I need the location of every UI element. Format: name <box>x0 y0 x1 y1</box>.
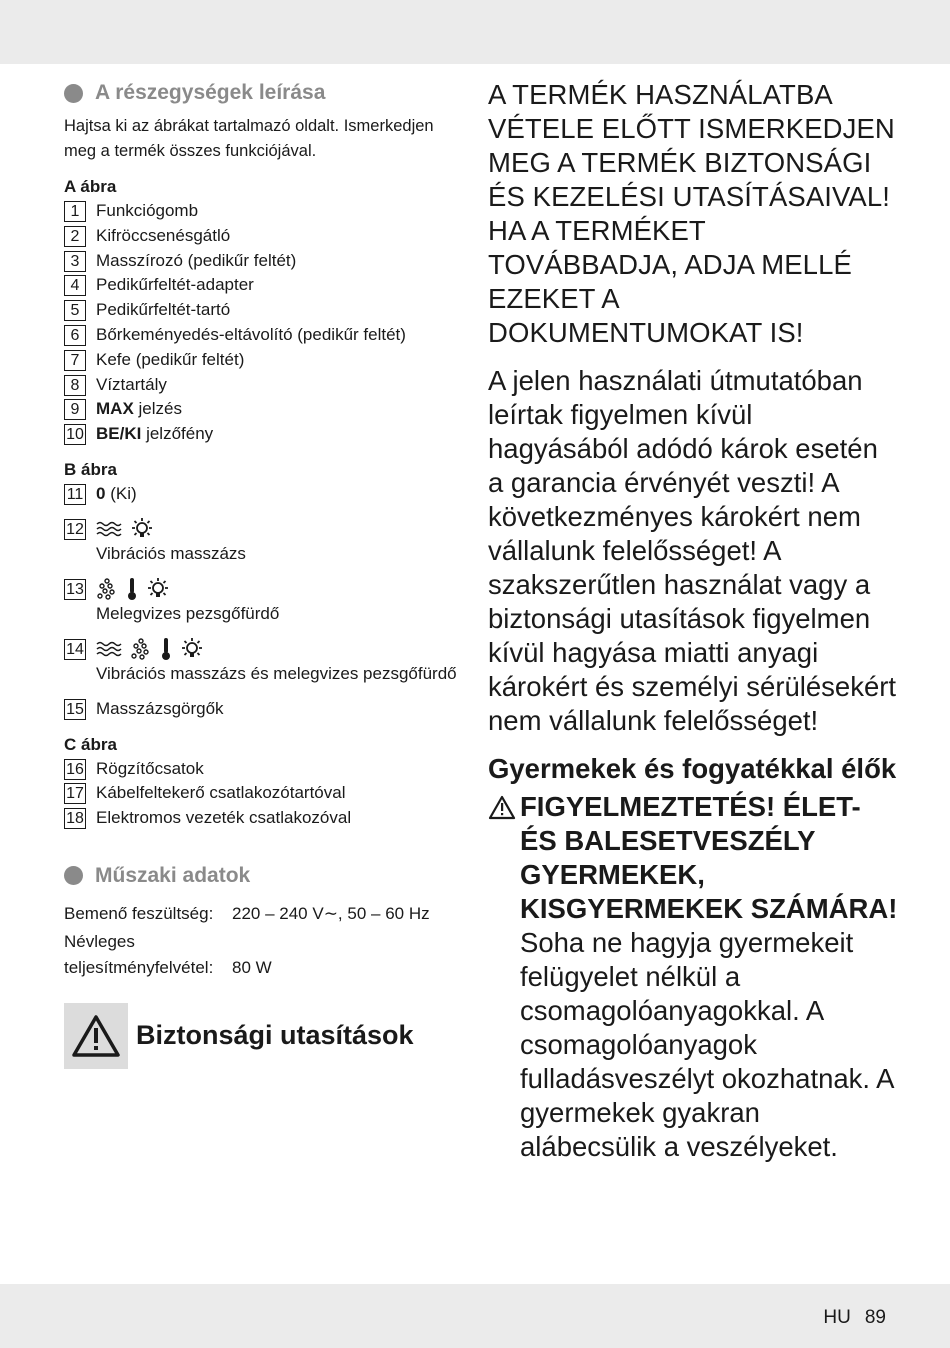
item-number: 10 <box>64 424 86 445</box>
right-column <box>488 78 898 1164</box>
fig-a-label: A ábra <box>64 177 117 196</box>
item-number: 3 <box>64 251 86 272</box>
item-number: 1 <box>64 201 86 222</box>
bubbles-icon <box>96 578 118 600</box>
item-number: 4 <box>64 275 86 296</box>
item-number: 16 <box>64 759 86 780</box>
light-icon <box>180 638 204 660</box>
list-item: 16 Rögzítőcsatok <box>64 757 469 782</box>
light-icon <box>130 518 154 540</box>
list-item: 8 Víztartály <box>64 373 469 398</box>
tech-row: teljesítményfelvétel: 80 W <box>64 957 272 977</box>
warning-triangle-icon <box>71 1014 121 1058</box>
list-item: 10 BE/KI jelzőfény <box>64 422 469 447</box>
language-code: HU <box>823 1307 851 1328</box>
list-item: 9 MAX jelzés <box>64 397 469 422</box>
page-footer <box>823 1307 886 1329</box>
list-item: 14 Vibrációs masszázs és melegvizes pezsgőfürdő <box>64 637 469 687</box>
top-band <box>0 0 950 64</box>
parts-heading: A részegységek leírása <box>64 78 469 108</box>
list-item: 1 Funkciógomb <box>64 199 469 224</box>
bottom-band <box>0 1284 950 1348</box>
list-item: 5 Pedikűrfeltét-tartó <box>64 298 469 323</box>
item-number: 18 <box>64 808 86 829</box>
warning-box <box>64 1003 128 1069</box>
fig-c-label: C ábra <box>64 734 117 754</box>
tech-row: Bemenő feszültség: 220 – 240 V∼, 50 – 60 Hz <box>64 903 430 923</box>
list-item: 18 Elektromos vezeték csatlakozóval <box>64 806 469 831</box>
list-item: 7 Kefe (pedikűr feltét) <box>64 348 469 373</box>
item-number: 17 <box>64 783 86 804</box>
bubbles-icon <box>130 638 152 660</box>
list-item: 11 0 (Ki) <box>64 482 469 507</box>
caps-notice: A TERMÉK HASZNÁLATBA VÉTELE ELŐTT ISMERKEDJEN MEG A TERMÉK BIZTONSÁGI ÉS KEZELÉSI UTASÍTÁSAIVAL! HA A TERMÉKET TOVÁBBADJA, ADJA MELLÉ EZEKET A DOKUMENTUMOKAT IS! <box>488 79 895 348</box>
safety-heading <box>64 1003 469 1069</box>
item-number: 14 <box>64 639 86 660</box>
item-number: 11 <box>64 484 86 505</box>
liability-paragraph: A jelen használati útmutatóban leírtak figyelmen kívül hagyásából adódó károk esetén a garancia érvényét veszti! A következményes károkért nem vállalunk felelősséget! A szakszerűtlen használat vagy a biztonsági utasítások figyelmen kívül hagyása miatti anyagi károkért és személyi sérülésekért nem vállalunk felelősséget! <box>488 365 897 736</box>
item-number: 8 <box>64 375 86 396</box>
light-icon <box>146 578 170 600</box>
children-heading: Gyermekek és fogyatékkal élők <box>488 753 897 784</box>
vibration-icon <box>96 520 122 538</box>
item-number: 5 <box>64 300 86 321</box>
warning-triangle-icon <box>488 795 516 820</box>
list-item: 2 Kifröccsenésgátló <box>64 224 469 249</box>
item-number: 6 <box>64 325 86 346</box>
item-number: 2 <box>64 226 86 247</box>
tech-heading: Műszaki adatok <box>64 861 469 891</box>
list-item: 17 Kábelfeltekerő csatlakozótartóval <box>64 781 469 806</box>
warning-title: FIGYELMEZTETÉS! ÉLET- ÉS BALESETVESZÉLY GYERMEKEK, KISGYERMEKEK SZÁMÁRA! <box>520 791 898 924</box>
item-number: 13 <box>64 579 86 600</box>
left-column <box>64 78 469 1069</box>
fig-a-list <box>64 199 469 447</box>
parts-intro: Hajtsa ki az ábrákat tartalmazó oldalt. Ismerkedjen meg a termék összes funkciójával. <box>64 117 434 160</box>
vibration-icon <box>96 640 122 658</box>
warning-text: Soha ne hagyja gyermekeit felügyelet nélkül a csomagolóanyagokkal. A csomagolóanyagok fulladásveszélyt okozhatnak. A gyermekek gyakran alábecsülik a veszélyeket. <box>520 927 894 1162</box>
fig-c-list <box>64 757 469 831</box>
bullet-icon <box>64 866 83 885</box>
tech-row: Névleges <box>64 931 135 951</box>
thermometer-icon <box>126 577 138 601</box>
item-number: 12 <box>64 519 86 540</box>
thermometer-icon <box>160 637 172 661</box>
warning-icon-wrap <box>488 790 520 1164</box>
list-item: 15 Masszázsgörgők <box>64 697 469 722</box>
list-item: 12 Vibrációs masszázs <box>64 517 469 567</box>
page-number: 89 <box>864 1307 886 1328</box>
tech-table <box>64 901 469 981</box>
item-number: 9 <box>64 399 86 420</box>
item-number: 15 <box>64 699 86 720</box>
list-item: 3 Masszírozó (pedikűr feltét) <box>64 249 469 274</box>
item-number: 7 <box>64 350 86 371</box>
fig-b-label: B ábra <box>64 459 117 479</box>
list-item: 4 Pedikűrfeltét-adapter <box>64 273 469 298</box>
list-item: 13 Melegvizes pezsgőfürdő <box>64 577 469 627</box>
warning-block <box>488 790 898 1164</box>
safety-title: Biztonsági utasítások <box>136 1020 414 1051</box>
bullet-icon <box>64 84 83 103</box>
list-item: 6 Bőrkeményedés-eltávolító (pedikűr feltét) <box>64 323 469 348</box>
